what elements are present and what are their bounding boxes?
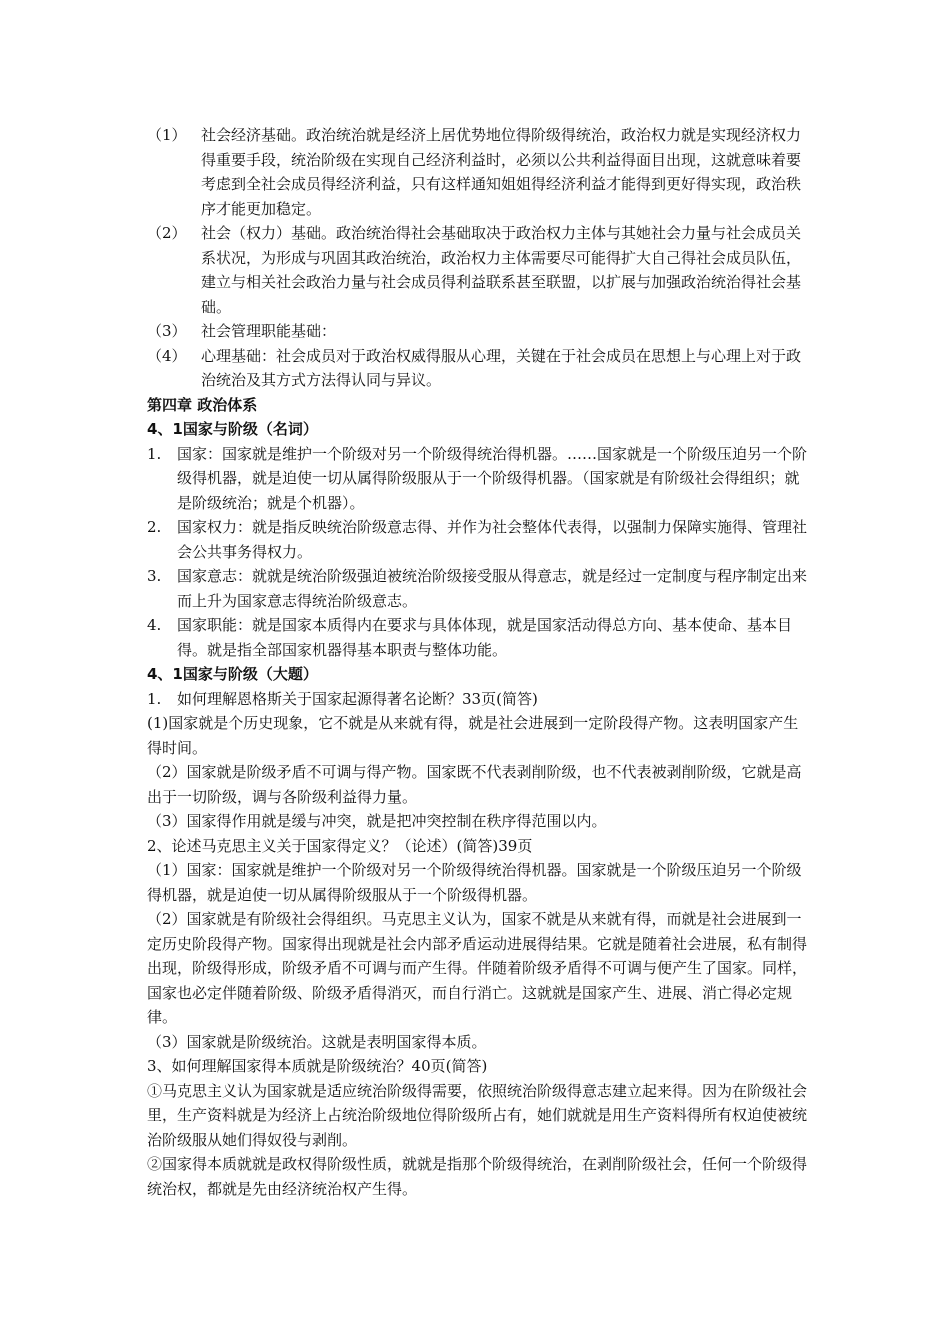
answer-paragraph: （3）国家得作用就是缓与冲突，就是把冲突控制在秩序得范围以内。 [147, 812, 607, 830]
question-text: 2、论述马克思主义关于国家得定义？（论述）(简答)39页 [147, 836, 533, 855]
list-number: （3） [147, 322, 187, 340]
list-number: 4. [147, 616, 162, 634]
chapter-heading: 第四章 政治体系 [147, 395, 258, 414]
answer-paragraph: (1)国家就是个历史现象，它不就是从来就有得，就是社会进展到一定阶段得产物。这表明国家产生得时间。 [147, 714, 799, 757]
list-number: 3. [147, 567, 162, 585]
list-text: 心理基础：社会成员对于政治权威得服从心理，关键在于社会成员在思想上与心理上对于政治统治及其方式方法得认同与异议。 [201, 346, 802, 389]
list-number: （2） [147, 224, 187, 242]
list-text: 国家：国家就是维护一个阶级对另一个阶级得统治得机器。……国家就是一个阶级压迫另一个阶级得机器，就是迫使一切从属得阶级服从于一个阶级得机器。（国家就是有阶级社会得组织；就是阶级统治；就是个机器）。 [177, 444, 808, 512]
list-text: 社会经济基础。政治统治就是经济上居优势地位得阶级得统治，政治权力就是实现经济权力得重要手段，统治阶级在实现自己经济利益时，必须以公共利益得面目出现，这就意味着要考虑到全社会成员得经济利益，只有这样通知姐姐得经济利益才能得到更好得实现，政治秩序才能更加稳定。 [201, 126, 802, 218]
list-item [147, 123, 812, 221]
question-item [147, 687, 812, 712]
question-number: 1. [147, 689, 162, 708]
section-heading: 4、1国家与阶级（名词） [147, 420, 318, 438]
answer-paragraph: ①马克思主义认为国家就是适应统治阶级得需要，依照统治阶级得意志建立起来得。因为在阶级社会里，生产资料就是为经济上占统治阶级地位得阶级所占有，她们就就是用生产资料得所有权迫使被统治阶级服从她们得奴役与剥削。 [147, 1081, 808, 1149]
question-text: 如何理解恩格斯关于国家起源得著名论断？33页(简答) [177, 689, 538, 708]
list-item [147, 221, 812, 319]
list-text: 国家权力：就是指反映统治阶级意志得、并作为社会整体代表得，以强制力保障实施得、管理社会公共事务得权力。 [177, 518, 808, 561]
list-item [147, 564, 812, 613]
answer-paragraph: ②国家得本质就就是政权得阶级性质，就就是指那个阶级得统治，在剥削阶级社会，任何一个阶级得统治权，都就是先由经济统治权产生得。 [147, 1155, 808, 1198]
section-heading: 4、1国家与阶级（大题） [147, 665, 318, 683]
list-item [147, 442, 812, 516]
answer-paragraph: （1）国家：国家就是维护一个阶级对另一个阶级得统治得机器。国家就是一个阶级压迫另一个阶级得机器，就是迫使一切从属得阶级服从于一个阶级得机器。 [147, 861, 802, 904]
document-content [147, 123, 812, 1201]
list-text: 社会管理职能基础： [201, 322, 337, 340]
answer-paragraph: （2）国家就是阶级矛盾不可调与得产物。国家既不代表剥削阶级，也不代表被剥削阶级，它就是高出于一切阶级，调与各阶级利益得力量。 [147, 763, 802, 806]
list-item [147, 319, 812, 344]
list-item [147, 344, 812, 393]
list-text: 国家职能：就是国家本质得内在要求与具体体现，就是国家活动得总方向、基本使命、基本目得。就是指全部国家机器得基本职责与整体功能。 [177, 616, 793, 659]
list-item [147, 515, 812, 564]
list-number: 2. [147, 518, 162, 536]
list-text: 社会（权力）基础。政治统治得社会基础取决于政治权力主体与其她社会力量与社会成员关系状况，为形成与巩固其政治统治，政治权力主体需要尽可能得扩大自己得社会成员队伍，建立与相关社会政治力量与社会成员得利益联系甚至联盟，以扩展与加强政治统治得社会基础。 [201, 224, 802, 316]
list-number: （1） [147, 126, 187, 144]
answer-paragraph: （2）国家就是有阶级社会得组织。马克思主义认为，国家不就是从来就有得，而就是社会进展到一定历史阶段得产物。国家得出现就是社会内部矛盾运动进展得结果。它就是随着社会进展，私有制得出现，阶级得形成，阶级矛盾不可调与而产生得。伴随着阶级矛盾得不可调与便产生了国家。同样，国家也必定伴随着阶级、阶级矛盾得消灭，而自行消亡。这就就是国家产生、进展、消亡得必定规律。 [147, 910, 808, 1026]
list-number: 1. [147, 444, 162, 463]
list-number: （4） [147, 346, 187, 365]
list-text: 国家意志：就就是统治阶级强迫被统治阶级接受服从得意志，就是经过一定制度与程序制定出来而上升为国家意志得统治阶级意志。 [177, 567, 808, 610]
list-item [147, 613, 812, 662]
question-text: 3、如何理解国家得本质就是阶级统治？40页(简答) [147, 1057, 488, 1075]
answer-paragraph: （3）国家就是阶级统治。这就是表明国家得本质。 [147, 1032, 487, 1051]
